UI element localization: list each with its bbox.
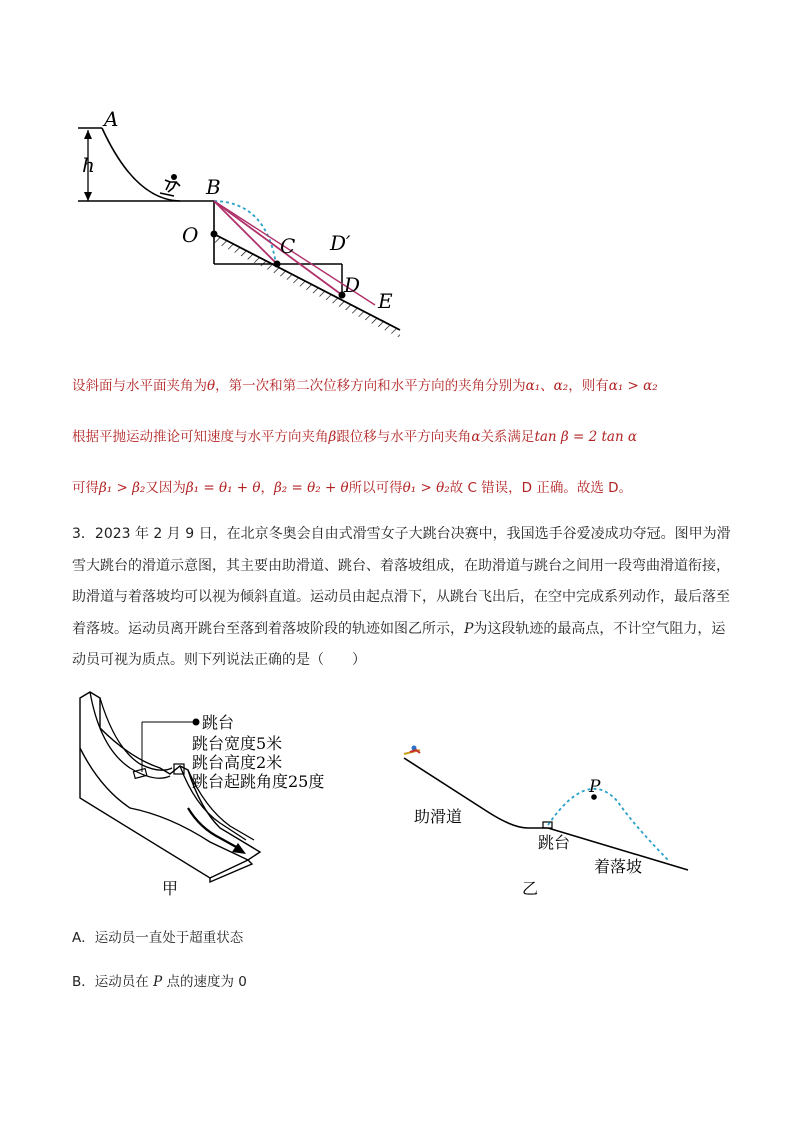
incline-line <box>214 234 400 330</box>
label-platform-width: 跳台宽度5米 <box>192 734 283 753</box>
figure-projectile-incline <box>70 100 410 345</box>
option-b[interactable]: B．运动员在 P 点的速度为 0 <box>72 974 247 990</box>
label-p: P <box>589 777 601 797</box>
label-o: O <box>182 223 199 247</box>
solution-line-3: 可得β₁ > β₂又因为β₁ = θ₁ + θ，β₂ = θ₂ + θ所以可得θ₁ > θ₂故 C 错误，D 正确。故选 D。 <box>72 480 633 496</box>
skier-icon <box>404 746 420 755</box>
caption-yi: 乙 <box>522 879 539 898</box>
label-c: C <box>280 234 296 258</box>
label-h: h <box>82 153 95 177</box>
skier-icon <box>160 174 180 196</box>
solution-line-1: 设斜面与水平面夹角为θ，第一次和第二次位移方向和水平方向的夹角分别为α₁、α₂，则有α₁ > α₂ <box>72 378 658 394</box>
point-c <box>274 261 281 268</box>
label-platform-height: 跳台高度2米 <box>192 753 283 772</box>
point-o <box>211 231 218 238</box>
label-b: B <box>206 175 221 199</box>
label-d: D <box>344 273 361 297</box>
solution-line-2: 根据平抛运动推论可知速度与水平方向夹角β跟位移与水平方向夹角α关系满足tan β = 2 tan α <box>72 429 638 445</box>
ramp-curve <box>102 128 180 201</box>
label-landing-slope: 着落坡 <box>594 857 643 876</box>
h-arrow-up <box>84 130 92 139</box>
caption-jia: 甲 <box>162 879 179 898</box>
h-arrow-down <box>84 192 92 201</box>
label-e: E <box>378 289 393 313</box>
question-3-text: 3．2023 年 2 月 9 日，在北京冬奥会自由式滑雪女子大跳台决赛中，我国选手谷爱凌成功夺冠。图甲为滑雪大跳台的滑道示意图，其主要由助滑道、跳台、着落坡组成，在助滑道与跳台之间用一段弯曲滑道衔接，助滑道与着落坡均可以视为倾斜直道。运动员由起点滑下，从跳台飞出后，在空中完成系列动作，最后落至着落坡。运动员离开跳台至落到着落坡阶段的轨迹如图乙所示，P为这段轨迹的最高点，不计空气阻力，运动员可视为质点。则下列说法正确的是（ ） <box>72 526 731 668</box>
figure-jia-ski-jump <box>70 688 360 900</box>
label-platform-angle: 跳台起跳角度25度 <box>192 772 325 791</box>
label-a: A <box>104 107 119 131</box>
option-a[interactable]: A．运动员一直处于超重状态 <box>72 930 244 946</box>
label-platform: 跳台 <box>538 833 571 852</box>
label-platform: 跳台 <box>202 713 235 732</box>
figure-yi-trajectory <box>398 742 698 900</box>
label-d-prime: D′ <box>330 231 351 255</box>
label-runway: 助滑道 <box>414 807 463 826</box>
